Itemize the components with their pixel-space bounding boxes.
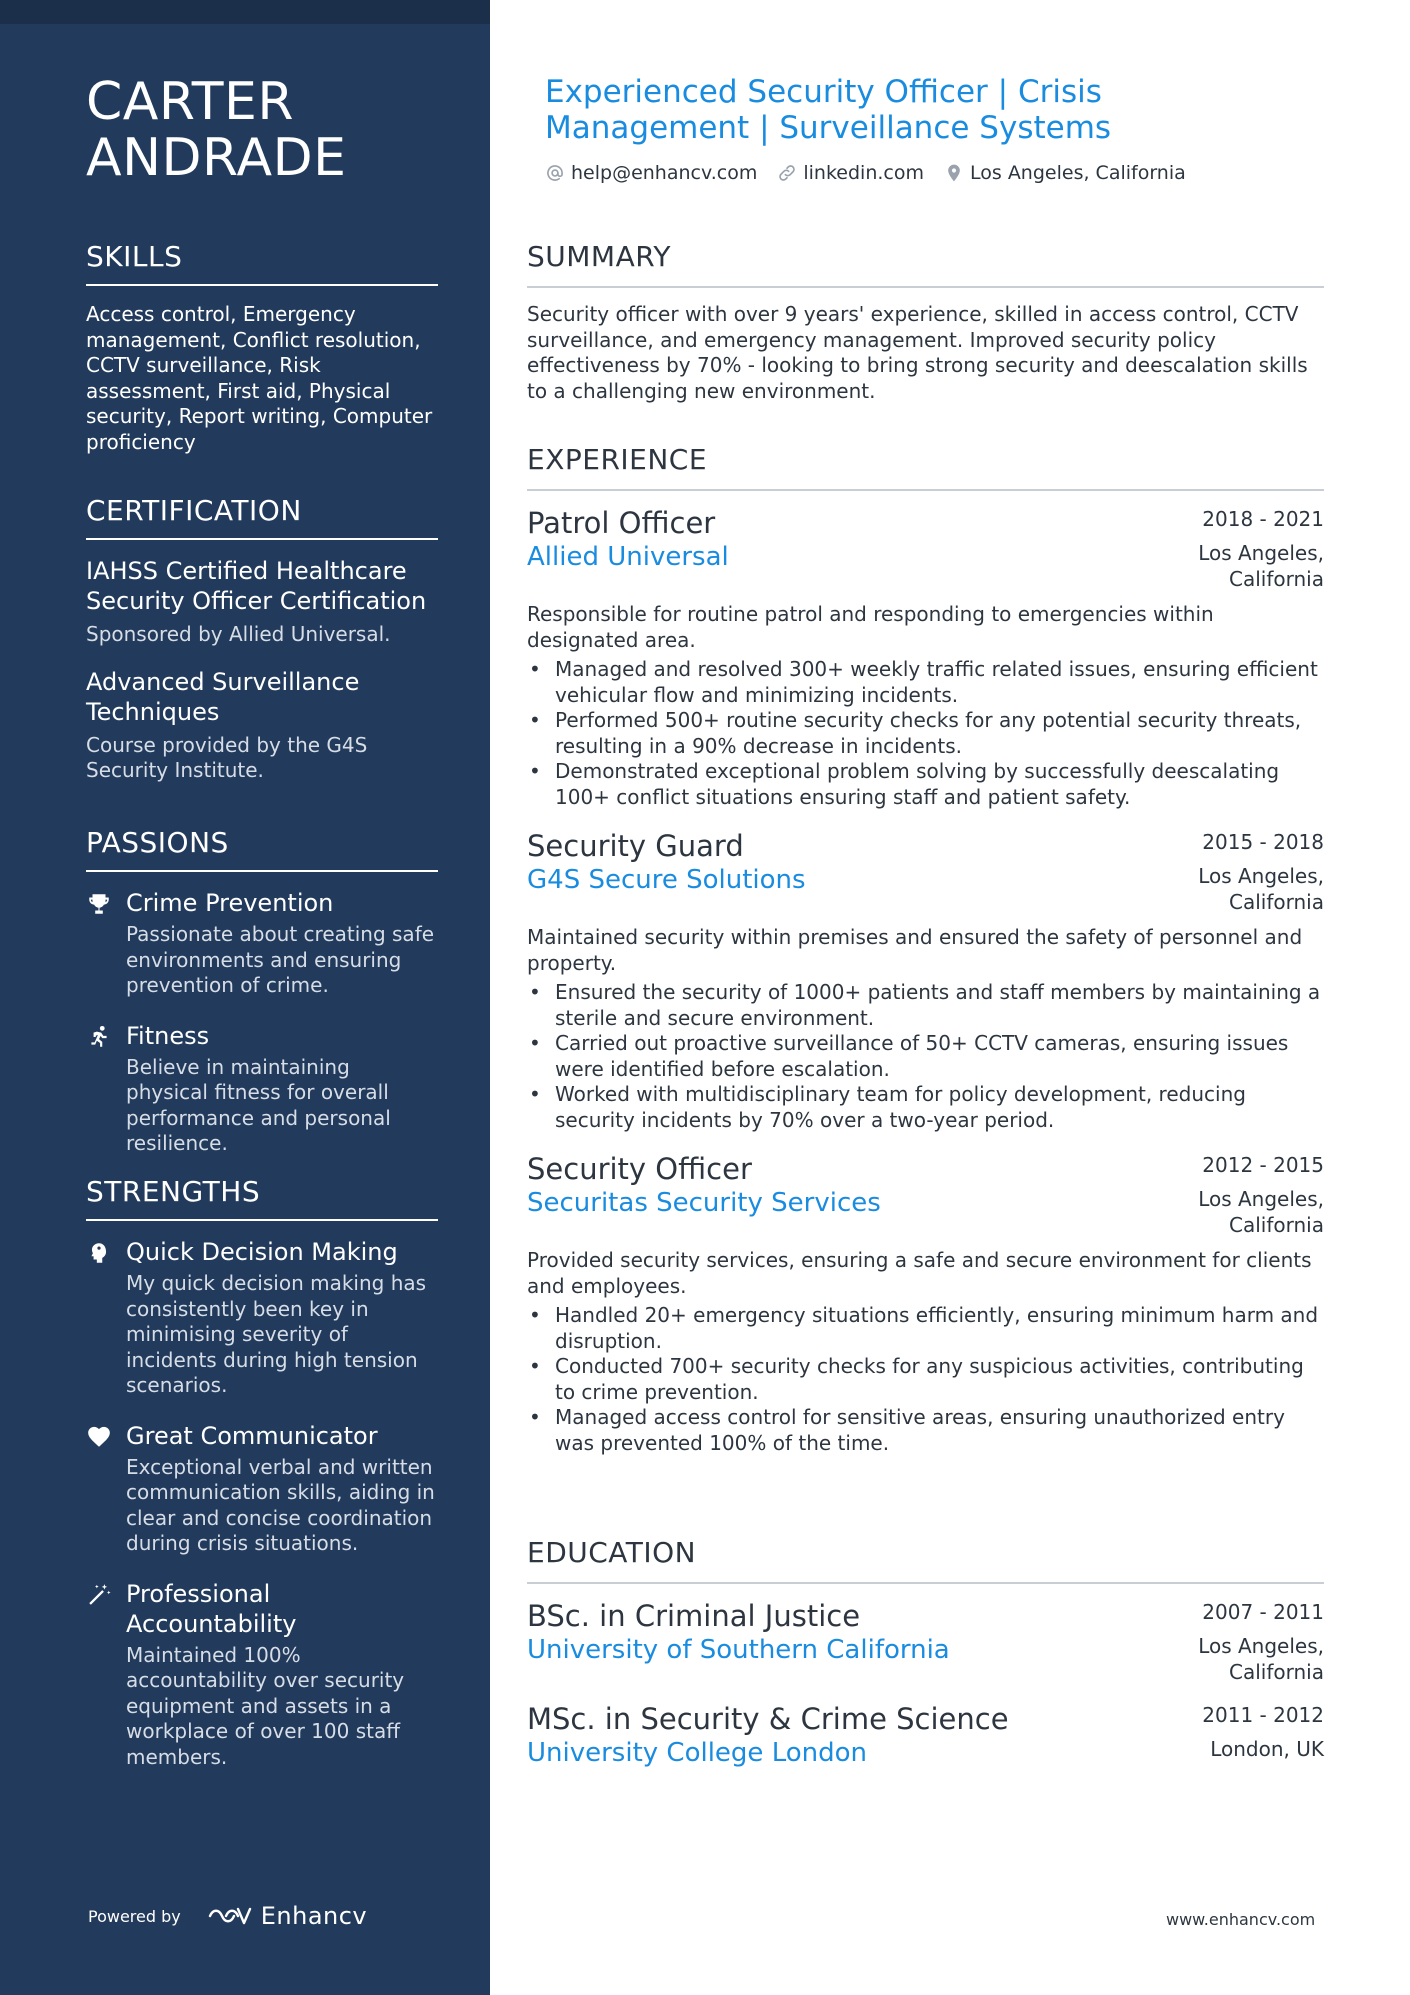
summary-heading: SUMMARY	[527, 240, 1324, 288]
job-bullet: • Ensured the security of 1000+ patients and staff members by maintaining a sterile and secure environment.	[527, 980, 1324, 1031]
strength-desc: My quick decision making has consistently been key in minimising severity of incidents during high tension scenarios.	[126, 1271, 427, 1397]
job-bullets	[527, 980, 1324, 1133]
map-pin-icon	[944, 163, 964, 183]
job-bullets	[527, 657, 1324, 810]
degree: BSc. in Criminal Justice	[527, 1599, 861, 1633]
strengths-heading: STRENGTHS	[86, 1175, 438, 1221]
education-entry	[527, 1598, 1324, 1685]
education-heading: EDUCATION	[527, 1536, 1324, 1584]
headline: Experienced Security Officer | Crisis Management | Surveillance Systems	[545, 74, 1112, 146]
strength-title: Great Communicator	[126, 1421, 378, 1450]
certification-heading: CERTIFICATION	[86, 494, 438, 540]
link-icon	[777, 163, 797, 183]
experience-section	[527, 443, 1324, 1456]
job-title: Security Officer	[527, 1152, 752, 1186]
job-description: Responsible for routine patrol and responding to emergencies within designated area.	[527, 602, 1214, 652]
job-title: Security Guard	[527, 829, 744, 863]
education-location: London, UK	[1210, 1737, 1324, 1761]
job-company: Securitas Security Services	[527, 1188, 881, 1218]
strength-title: Professional Accountability	[126, 1579, 297, 1638]
degree: MSc. in Security & Crime Science	[527, 1702, 1009, 1736]
footer-url[interactable]: www.enhancv.com	[1166, 1910, 1316, 1929]
name-line-1: CARTER	[86, 72, 294, 132]
enhancv-logo-icon	[207, 1904, 253, 1928]
sidebar-top-strip	[0, 0, 490, 24]
certification-title: IAHSS Certified Healthcare Security Officer Certification	[86, 557, 427, 615]
name-line-2: ANDRADE	[86, 128, 347, 188]
job-dates: 2015 - 2018	[1202, 830, 1324, 854]
candidate-name	[86, 74, 446, 186]
enhancv-brand: Enhancv	[260, 1902, 368, 1930]
at-icon	[545, 163, 565, 183]
certification-item	[86, 667, 438, 783]
job-bullet: • Worked with multidisciplinary team for policy development, reducing security incidents by 70% over a two-year period.	[527, 1082, 1324, 1133]
passion-title: Crime Prevention	[126, 889, 334, 917]
education-entry	[527, 1701, 1324, 1769]
education-section	[527, 1536, 1324, 1769]
passion-desc: Believe in maintaining physical fitness for overall performance and personal resilience.	[126, 1054, 391, 1155]
strength-item	[86, 1421, 438, 1557]
education-dates: 2011 - 2012	[1202, 1703, 1324, 1727]
strength-item	[86, 1237, 438, 1399]
skills-heading: SKILLS	[86, 240, 438, 286]
enhancv-logo[interactable]	[207, 1902, 367, 1930]
strength-desc: Exceptional verbal and written communication skills, aiding in clear and concise coordination during crisis situations.	[126, 1454, 435, 1555]
powered-by-label: Powered by	[88, 1906, 181, 1926]
summary-section	[527, 240, 1324, 404]
heart-icon	[86, 1424, 112, 1450]
linkedin-text: linkedin.com	[803, 162, 924, 184]
job-bullet: • Carried out proactive surveillance of 50+ CCTV cameras, ensuring issues were identified before escalation.	[527, 1031, 1324, 1082]
strength-item	[86, 1579, 438, 1771]
job-bullet: • Handled 20+ emergency situations efficiently, ensuring minimum harm and disruption.	[527, 1303, 1324, 1354]
sidebar	[0, 0, 490, 1995]
job-title: Patrol Officer	[527, 506, 716, 540]
education-dates: 2007 - 2011	[1202, 1600, 1324, 1624]
school: University College London	[527, 1738, 867, 1768]
job-bullet: • Conducted 700+ security checks for any suspicious activities, contributing to crime prevention.	[527, 1354, 1324, 1405]
school: University of Southern California	[527, 1635, 950, 1665]
job-company: G4S Secure Solutions	[527, 865, 806, 895]
job-bullet: • Managed access control for sensitive areas, ensuring unauthorized entry was prevented 100% of the time.	[527, 1405, 1324, 1456]
magic-wand-icon	[86, 1582, 112, 1608]
job-entry	[527, 828, 1324, 1133]
job-company: Allied Universal	[527, 542, 729, 572]
contact-linkedin[interactable]	[777, 162, 924, 184]
education-location: Los Angeles, California	[1198, 1634, 1324, 1684]
trophy-icon	[86, 891, 112, 917]
job-entry	[527, 505, 1324, 810]
experience-heading: EXPERIENCE	[527, 443, 1324, 491]
job-bullets	[527, 1303, 1324, 1456]
location-text: Los Angeles, California	[970, 162, 1186, 184]
passions-heading: PASSIONS	[86, 826, 438, 872]
job-dates: 2012 - 2015	[1202, 1153, 1324, 1177]
job-bullet: • Performed 500+ routine security checks for any potential security threats, resulting in a 90% decrease in incidents.	[527, 708, 1324, 759]
certification-title: Advanced Surveillance Techniques	[86, 668, 360, 726]
certification-desc: Sponsored by Allied Universal.	[86, 622, 391, 646]
job-location: Los Angeles, California	[1198, 864, 1324, 914]
passion-title: Fitness	[126, 1021, 210, 1050]
job-bullet: • Demonstrated exceptional problem solving by successfully deescalating 100+ conflict situations ensuring staff and patient safety.	[527, 759, 1324, 810]
passion-desc: Passionate about creating safe environments and ensuring prevention of crime.	[126, 922, 435, 997]
strengths-section	[86, 1175, 438, 1770]
job-description: Maintained security within premises and ensured the safety of personnel and property.	[527, 925, 1303, 975]
strength-title: Quick Decision Making	[126, 1238, 398, 1266]
job-bullet: • Managed and resolved 300+ weekly traffic related issues, ensuring efficient vehicular flow and minimizing incidents.	[527, 657, 1324, 708]
job-description: Provided security services, ensuring a safe and secure environment for clients and employees.	[527, 1248, 1312, 1298]
main-content	[527, 0, 1327, 1995]
job-entry	[527, 1151, 1324, 1456]
certification-section	[86, 494, 438, 783]
contact-email[interactable]	[545, 162, 757, 184]
contact-location	[944, 162, 1186, 184]
job-dates: 2018 - 2021	[1202, 507, 1324, 531]
summary-text: Security officer with over 9 years' experience, skilled in access control, CCTV surveillance, and emergency management. Improved security policy effectiveness by 70% - looking to bring strong security and deescalation skills to a challenging new environment.	[527, 302, 1308, 403]
running-icon	[86, 1024, 112, 1050]
strength-desc: Maintained 100% accountability over security equipment and assets in a workplace of over 100 staff members.	[126, 1642, 405, 1769]
job-location: Los Angeles, California	[1198, 1187, 1324, 1237]
email-text: help@enhancv.com	[571, 162, 758, 184]
powered-by	[88, 1902, 367, 1930]
passion-item	[86, 888, 438, 999]
contact-bar	[545, 162, 1186, 184]
job-location: Los Angeles, California	[1198, 541, 1324, 591]
brain-icon	[86, 1240, 112, 1266]
skills-section	[86, 240, 438, 455]
certification-desc: Course provided by the G4S Security Institute.	[86, 733, 368, 782]
passions-section	[86, 826, 438, 1157]
certification-item	[86, 556, 438, 647]
passion-item	[86, 1021, 438, 1157]
skills-text: Access control, Emergency management, Conflict resolution, CCTV surveillance, Risk assessment, First aid, Physical security, Report writing, Computer proficiency	[86, 302, 433, 454]
